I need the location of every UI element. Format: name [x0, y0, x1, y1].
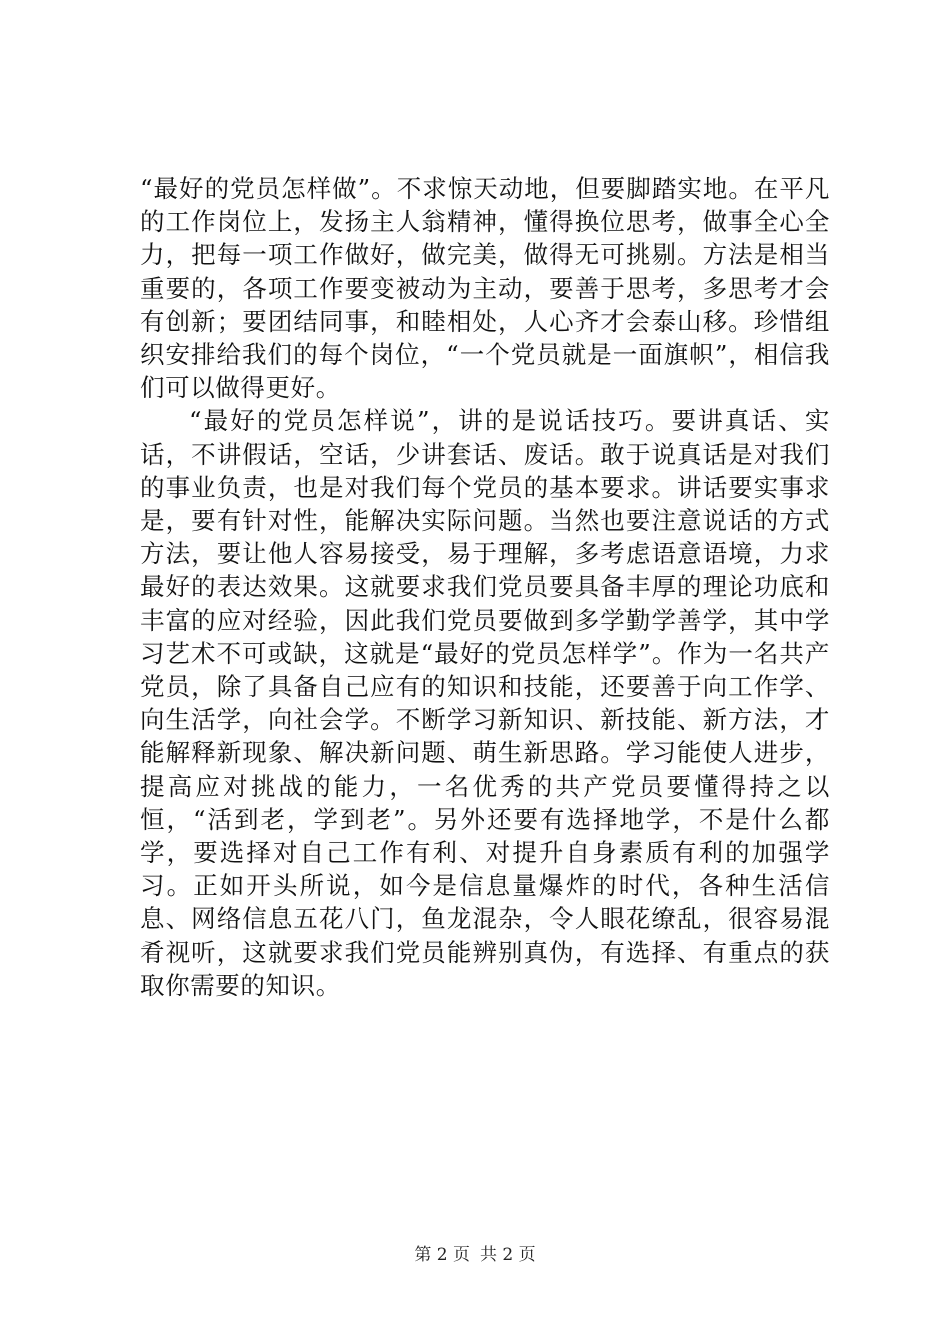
paragraph-1: “最好的党员怎样做”。不求惊天动地，但要脚踏实地。在平凡的工作岗位上，发扬主人翁精神，懂得换位思考，做事全心全力，把每一项工作做好，做完美，做得无可挑剔。方法是相当重要的，各项工作要变被动为主动，要善于思考，多思考才会有创新；要团结同事，和睦相处，人心齐才会泰山移。珍惜组织安排给我们的每个岗位，“一个党员就是一面旗帜”，相信我们可以做得更好。: [140, 174, 830, 403]
body-text: [140, 172, 830, 1002]
page-number-current: 第 2 页: [414, 1245, 470, 1265]
page-footer: [0, 1244, 950, 1266]
paragraph-2: “最好的党员怎样说”，讲的是说话技巧。要讲真话、实话，不讲假话，空话，少讲套话、废话。敢于说真话是对我们的事业负责，也是对我们每个党员的基本要求。讲话要实事求是，要有针对性，能解决实际问题。当然也要注意说话的方式方法，要让他人容易接受，易于理解，多考虑语意语境，力求最好的表达效果。这就要求我们党员要具备丰厚的理论功底和丰富的应对经验，因此我们党员要做到多学勤学善学，其中学习艺术不可或缺，这就是“最好的党员怎样学”。作为一名共产党员，除了具备自己应有的知识和技能，还要善于向工作学、向生活学，向社会学。不断学习新知识、新技能、新方法，才能解释新现象、解决新问题、萌生新思路。学习能使人进步，提高应对挑战的能力，一名优秀的共产党员要懂得持之以恒，“活到老，学到老”。另外还要有选择地学，不是什么都学，要选择对自己工作有利、对提升自身素质有利的加强学习。正如开头所说，如今是信息量爆炸的时代，各种生活信息、网络信息五花八门，鱼龙混杂，令人眼花缭乱，很容易混肴视听，这就要求我们党员能辨别真伪，有选择、有重点的获取你需要的知识。: [140, 406, 830, 1000]
page-number-total: 共 2 页: [480, 1245, 536, 1265]
